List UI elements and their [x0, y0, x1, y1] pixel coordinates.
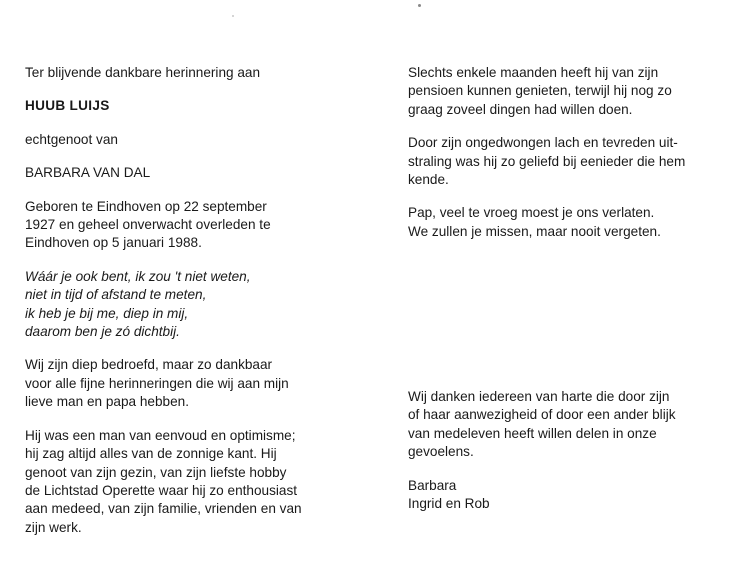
signature-name: Ingrid en Rob: [408, 496, 490, 512]
poem-line: ik heb je bij me, diep in mij,: [25, 305, 189, 321]
text-line: We zullen je missen, maar nooit vergeten.: [408, 223, 661, 239]
text-line: Wij zijn diep bedroefd, maar zo dankbaar: [25, 357, 273, 373]
text-line: Wij danken iedereen van harte die door zijn: [408, 389, 670, 404]
text-line: Door zijn ongedwongen lach en tevreden uit-: [408, 135, 678, 151]
text-line: graag zoveel dingen had willen doen.: [408, 101, 633, 117]
text-line: Hij was een man van eenvoud en optimisme;: [25, 427, 296, 443]
print-speck: [418, 4, 421, 7]
intro-text: Ter blijvende dankbare herinnering aan: [25, 65, 261, 80]
print-speck: [232, 15, 234, 17]
text-line: zijn werk.: [25, 519, 82, 535]
text-line: hij zag altijd alles van de zonnige kant. Hij: [25, 446, 277, 462]
thanks-section: [408, 388, 708, 528]
birth-death-paragraph: [25, 198, 325, 253]
text-line: van medeleven heeft willen delen in onze: [408, 425, 657, 441]
poem-line: Wáár je ook bent, ik zou 't niet weten,: [25, 268, 251, 284]
text-line: lieve man en papa hebben.: [25, 394, 190, 410]
signature-name: Barbara: [408, 477, 457, 493]
thanks-paragraph: [408, 388, 708, 462]
text-line: de Lichtstad Operette waar hij zo enthousiast: [25, 482, 298, 498]
spouse-name: BARBARA VAN DAL: [25, 165, 151, 181]
text-line: genoot van zijn gezin, van zijn liefste hobby: [25, 464, 287, 480]
text-line: kende.: [408, 172, 449, 188]
farewell-paragraph: [408, 204, 708, 241]
right-column: [408, 64, 708, 256]
text-line: straling was hij zo geliefd bij eenieder die hem: [408, 153, 686, 169]
pension-paragraph: [408, 64, 708, 119]
signatures: [408, 477, 708, 514]
text-line: 1927 en geheel onverwacht overleden te: [25, 217, 271, 233]
poem-line: niet in tijd of afstand te meten,: [25, 287, 207, 303]
character-paragraph: [408, 134, 708, 189]
poem-line: daarom ben je zó dichtbij.: [25, 324, 180, 340]
text-line: of haar aanwezigheid of door een ander blijk: [408, 407, 676, 423]
grief-paragraph: [25, 356, 325, 411]
deceased-name: HUUB LUIJS: [25, 98, 110, 114]
text-line: aan medeed, van zijn familie, vrienden en van: [25, 501, 302, 517]
text-line: Pap, veel te vroeg moest je ons verlaten.: [408, 205, 655, 221]
text-line: Slechts enkele maanden heeft hij van zijn: [408, 65, 659, 80]
text-line: pensioen kunnen genieten, terwijl hij nog zo: [408, 83, 672, 99]
left-column: [25, 64, 325, 552]
text-line: gevoelens.: [408, 444, 474, 460]
relation-text: echtgenoot van: [25, 131, 118, 147]
life-paragraph: [25, 427, 325, 537]
poem: [25, 268, 325, 342]
text-line: Geboren te Eindhoven op 22 september: [25, 198, 267, 214]
text-line: Eindhoven op 5 januari 1988.: [25, 235, 202, 251]
text-line: voor alle fijne herinneringen die wij aan mijn: [25, 375, 289, 391]
